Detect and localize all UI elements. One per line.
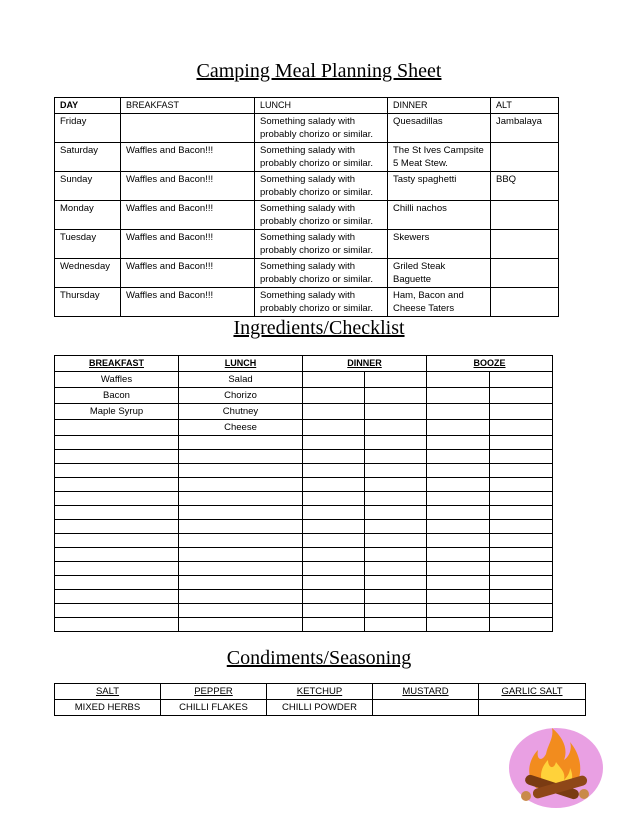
ingredients-cell (427, 478, 490, 492)
meal-plan-cell (121, 114, 255, 143)
meal-plan-cell: Tasty spaghetti (388, 172, 491, 201)
ingredients-row (55, 436, 553, 450)
ingredients-cell (303, 420, 365, 436)
ingredients-row (55, 604, 553, 618)
meal-plan-cell: Monday (55, 201, 121, 230)
ingredients-cell (490, 506, 553, 520)
meal-plan-cell: Chilli nachos (388, 201, 491, 230)
meal-plan-cell: Wednesday (55, 259, 121, 288)
ingredients-cell (490, 404, 553, 420)
meal-plan-cell: Sunday (55, 172, 121, 201)
ingredients-header-cell: BOOZE (427, 356, 553, 372)
ingredients-cell (490, 492, 553, 506)
ingredients-cell (427, 604, 490, 618)
ingredients-cell (427, 590, 490, 604)
ingredients-cell (427, 506, 490, 520)
ingredients-cell (427, 450, 490, 464)
meal-plan-cell: Jambalaya (491, 114, 559, 143)
ingredients-cell (55, 548, 179, 562)
ingredients-cell (179, 590, 303, 604)
meal-plan-header-cell: DINNER (388, 98, 491, 114)
ingredients-table (54, 355, 553, 632)
meal-plan-cell: Something salady with probably chorizo or similar. (255, 259, 388, 288)
campfire-icon (506, 720, 604, 812)
ingredients-cell (365, 548, 427, 562)
condiments-table (54, 683, 586, 716)
main-title: Camping Meal Planning Sheet (196, 60, 442, 82)
ingredients-row (55, 506, 553, 520)
ingredients-cell (365, 372, 427, 388)
meal-plan-header-cell: BREAKFAST (121, 98, 255, 114)
meal-plan-cell: Waffles and Bacon!!! (121, 230, 255, 259)
ingredients-cell: Waffles (55, 372, 179, 388)
ingredients-cell (365, 464, 427, 478)
ingredients-cell (179, 604, 303, 618)
meal-plan-cell: Waffles and Bacon!!! (121, 201, 255, 230)
ingredients-cell (427, 548, 490, 562)
ingredients-cell (490, 520, 553, 534)
condiments-title: Condiments/Seasoning (226, 647, 412, 669)
ingredients-cell (365, 562, 427, 576)
meal-plan-cell: Something salady with probably chorizo or similar. (255, 230, 388, 259)
condiment-cell (479, 700, 586, 716)
ingredients-cell (490, 618, 553, 632)
ingredients-cell: Cheese (179, 420, 303, 436)
ingredients-title: Ingredients/Checklist (233, 317, 405, 339)
meal-plan-cell: Thursday (55, 288, 121, 317)
ingredients-cell: Maple Syrup (55, 404, 179, 420)
ingredients-cell (179, 464, 303, 478)
ingredients-cell (365, 576, 427, 590)
meal-plan-cell (491, 259, 559, 288)
meal-plan-cell: Ham, Bacon and Cheese Taters (388, 288, 491, 317)
meal-plan-cell (491, 288, 559, 317)
ingredients-cell (365, 478, 427, 492)
ingredients-header-row (55, 356, 553, 372)
ingredients-cell (303, 534, 365, 548)
meal-plan-cell: Waffles and Bacon!!! (121, 172, 255, 201)
ingredients-cell (179, 534, 303, 548)
meal-plan-header-cell: ALT (491, 98, 559, 114)
condiment-cell: SALT (55, 684, 161, 700)
ingredients-cell (55, 506, 179, 520)
condiment-cell: MUSTARD (373, 684, 479, 700)
ingredients-row (55, 388, 553, 404)
condiments-row (55, 684, 586, 700)
ingredients-cell (365, 436, 427, 450)
ingredients-cell (490, 576, 553, 590)
ingredients-cell (55, 478, 179, 492)
meal-plan-cell: Something salady with probably chorizo or similar. (255, 201, 388, 230)
ingredients-cell (303, 604, 365, 618)
ingredients-row (55, 464, 553, 478)
ingredients-cell (427, 388, 490, 404)
ingredients-cell (55, 590, 179, 604)
ingredients-cell (179, 450, 303, 464)
ingredients-cell (55, 576, 179, 590)
ingredients-row (55, 548, 553, 562)
ingredients-cell (179, 492, 303, 506)
ingredients-cell (55, 420, 179, 436)
ingredients-cell (179, 562, 303, 576)
meal-plan-cell: Something salady with probably chorizo or similar. (255, 172, 388, 201)
ingredients-row (55, 404, 553, 420)
ingredients-cell (179, 548, 303, 562)
condiment-cell (373, 700, 479, 716)
ingredients-cell (55, 618, 179, 632)
ingredients-cell (490, 420, 553, 436)
ingredients-cell (365, 604, 427, 618)
meal-plan-header-row (55, 98, 559, 114)
ingredients-header-cell: DINNER (303, 356, 427, 372)
meal-plan-row (55, 172, 559, 201)
meal-plan-cell (491, 230, 559, 259)
meal-plan-header-cell: LUNCH (255, 98, 388, 114)
ingredients-cell (490, 548, 553, 562)
meal-plan-cell: Friday (55, 114, 121, 143)
ingredients-cell (365, 590, 427, 604)
ingredients-cell (303, 464, 365, 478)
ingredients-cell (303, 450, 365, 464)
ingredients-cell (303, 436, 365, 450)
ingredients-cell (490, 436, 553, 450)
condiment-cell: CHILLI FLAKES (161, 700, 267, 716)
ingredients-cell (303, 388, 365, 404)
meal-plan-row (55, 259, 559, 288)
ingredients-row (55, 520, 553, 534)
meal-plan-table (54, 97, 559, 317)
meal-plan-cell (491, 143, 559, 172)
ingredients-cell: Chutney (179, 404, 303, 420)
ingredients-cell (303, 548, 365, 562)
ingredients-cell (490, 372, 553, 388)
condiment-cell: CHILLI POWDER (267, 700, 373, 716)
ingredients-cell (490, 534, 553, 548)
ingredients-cell (365, 404, 427, 420)
ingredients-cell (179, 576, 303, 590)
meal-plan-cell: Waffles and Bacon!!! (121, 259, 255, 288)
ingredients-cell (490, 388, 553, 404)
meal-plan-cell: Skewers (388, 230, 491, 259)
ingredients-row (55, 450, 553, 464)
condiment-cell: MIXED HERBS (55, 700, 161, 716)
meal-plan-header-cell: DAY (55, 98, 121, 114)
ingredients-row (55, 478, 553, 492)
ingredients-row (55, 372, 553, 388)
ingredients-cell (365, 420, 427, 436)
ingredients-cell (303, 562, 365, 576)
ingredients-cell (365, 492, 427, 506)
meal-plan-cell: Waffles and Bacon!!! (121, 143, 255, 172)
ingredients-cell (427, 520, 490, 534)
ingredients-cell (427, 492, 490, 506)
ingredients-cell (179, 506, 303, 520)
meal-plan-cell: Something salady with probably chorizo or similar. (255, 143, 388, 172)
ingredients-cell (179, 520, 303, 534)
ingredients-cell (303, 372, 365, 388)
log-end-2 (521, 791, 531, 801)
ingredients-cell (365, 388, 427, 404)
ingredients-cell (365, 506, 427, 520)
meal-plan-row (55, 201, 559, 230)
ingredients-row (55, 534, 553, 548)
ingredients-cell (55, 492, 179, 506)
ingredients-cell: Bacon (55, 388, 179, 404)
ingredients-cell (427, 436, 490, 450)
ingredients-cell (303, 404, 365, 420)
ingredients-cell (55, 464, 179, 478)
meal-plan-cell: The St Ives Campsite 5 Meat Stew. (388, 143, 491, 172)
ingredients-cell (303, 506, 365, 520)
meal-plan-row (55, 114, 559, 143)
ingredients-cell (365, 534, 427, 548)
ingredients-cell (490, 464, 553, 478)
ingredients-cell (179, 618, 303, 632)
ingredients-header-cell: LUNCH (179, 356, 303, 372)
ingredients-cell (427, 420, 490, 436)
ingredients-cell (490, 478, 553, 492)
ingredients-cell (490, 604, 553, 618)
ingredients-cell (365, 450, 427, 464)
ingredients-cell (427, 534, 490, 548)
meal-plan-cell (491, 201, 559, 230)
ingredients-cell (55, 450, 179, 464)
meal-plan-cell: Tuesday (55, 230, 121, 259)
condiment-cell: KETCHUP (267, 684, 373, 700)
ingredients-cell (55, 436, 179, 450)
log-end-1 (579, 789, 589, 799)
meal-plan-cell: BBQ (491, 172, 559, 201)
ingredients-cell (490, 562, 553, 576)
ingredients-cell (303, 520, 365, 534)
ingredients-cell (303, 492, 365, 506)
ingredients-cell (55, 604, 179, 618)
ingredients-cell (490, 590, 553, 604)
condiment-cell: GARLIC SALT (479, 684, 586, 700)
ingredients-cell (303, 576, 365, 590)
ingredients-cell (427, 618, 490, 632)
ingredients-cell (427, 464, 490, 478)
ingredients-row (55, 562, 553, 576)
ingredients-row (55, 590, 553, 604)
ingredients-cell (427, 404, 490, 420)
ingredients-cell (303, 590, 365, 604)
ingredients-cell (427, 576, 490, 590)
ingredients-cell (365, 618, 427, 632)
ingredients-row (55, 420, 553, 436)
ingredients-row (55, 618, 553, 632)
ingredients-cell (427, 562, 490, 576)
ingredients-header-cell: BREAKFAST (55, 356, 179, 372)
ingredients-row (55, 576, 553, 590)
condiments-row (55, 700, 586, 716)
ingredients-cell (490, 450, 553, 464)
meal-plan-cell: Something salady with probably chorizo or similar. (255, 288, 388, 317)
condiment-cell: PEPPER (161, 684, 267, 700)
ingredients-cell (55, 562, 179, 576)
ingredients-cell (179, 478, 303, 492)
ingredients-cell (55, 520, 179, 534)
ingredients-cell (179, 436, 303, 450)
meal-plan-row (55, 143, 559, 172)
ingredients-cell (55, 534, 179, 548)
meal-plan-cell: Waffles and Bacon!!! (121, 288, 255, 317)
meal-plan-cell: Something salady with probably chorizo or similar. (255, 114, 388, 143)
meal-plan-row (55, 230, 559, 259)
ingredients-cell (427, 372, 490, 388)
ingredients-cell (303, 618, 365, 632)
meal-plan-row (55, 288, 559, 317)
ingredients-cell: Chorizo (179, 388, 303, 404)
ingredients-row (55, 492, 553, 506)
ingredients-cell (303, 478, 365, 492)
ingredients-cell: Salad (179, 372, 303, 388)
meal-plan-cell: Griled Steak Baguette (388, 259, 491, 288)
ingredients-cell (365, 520, 427, 534)
meal-plan-cell: Saturday (55, 143, 121, 172)
meal-plan-cell: Quesadillas (388, 114, 491, 143)
